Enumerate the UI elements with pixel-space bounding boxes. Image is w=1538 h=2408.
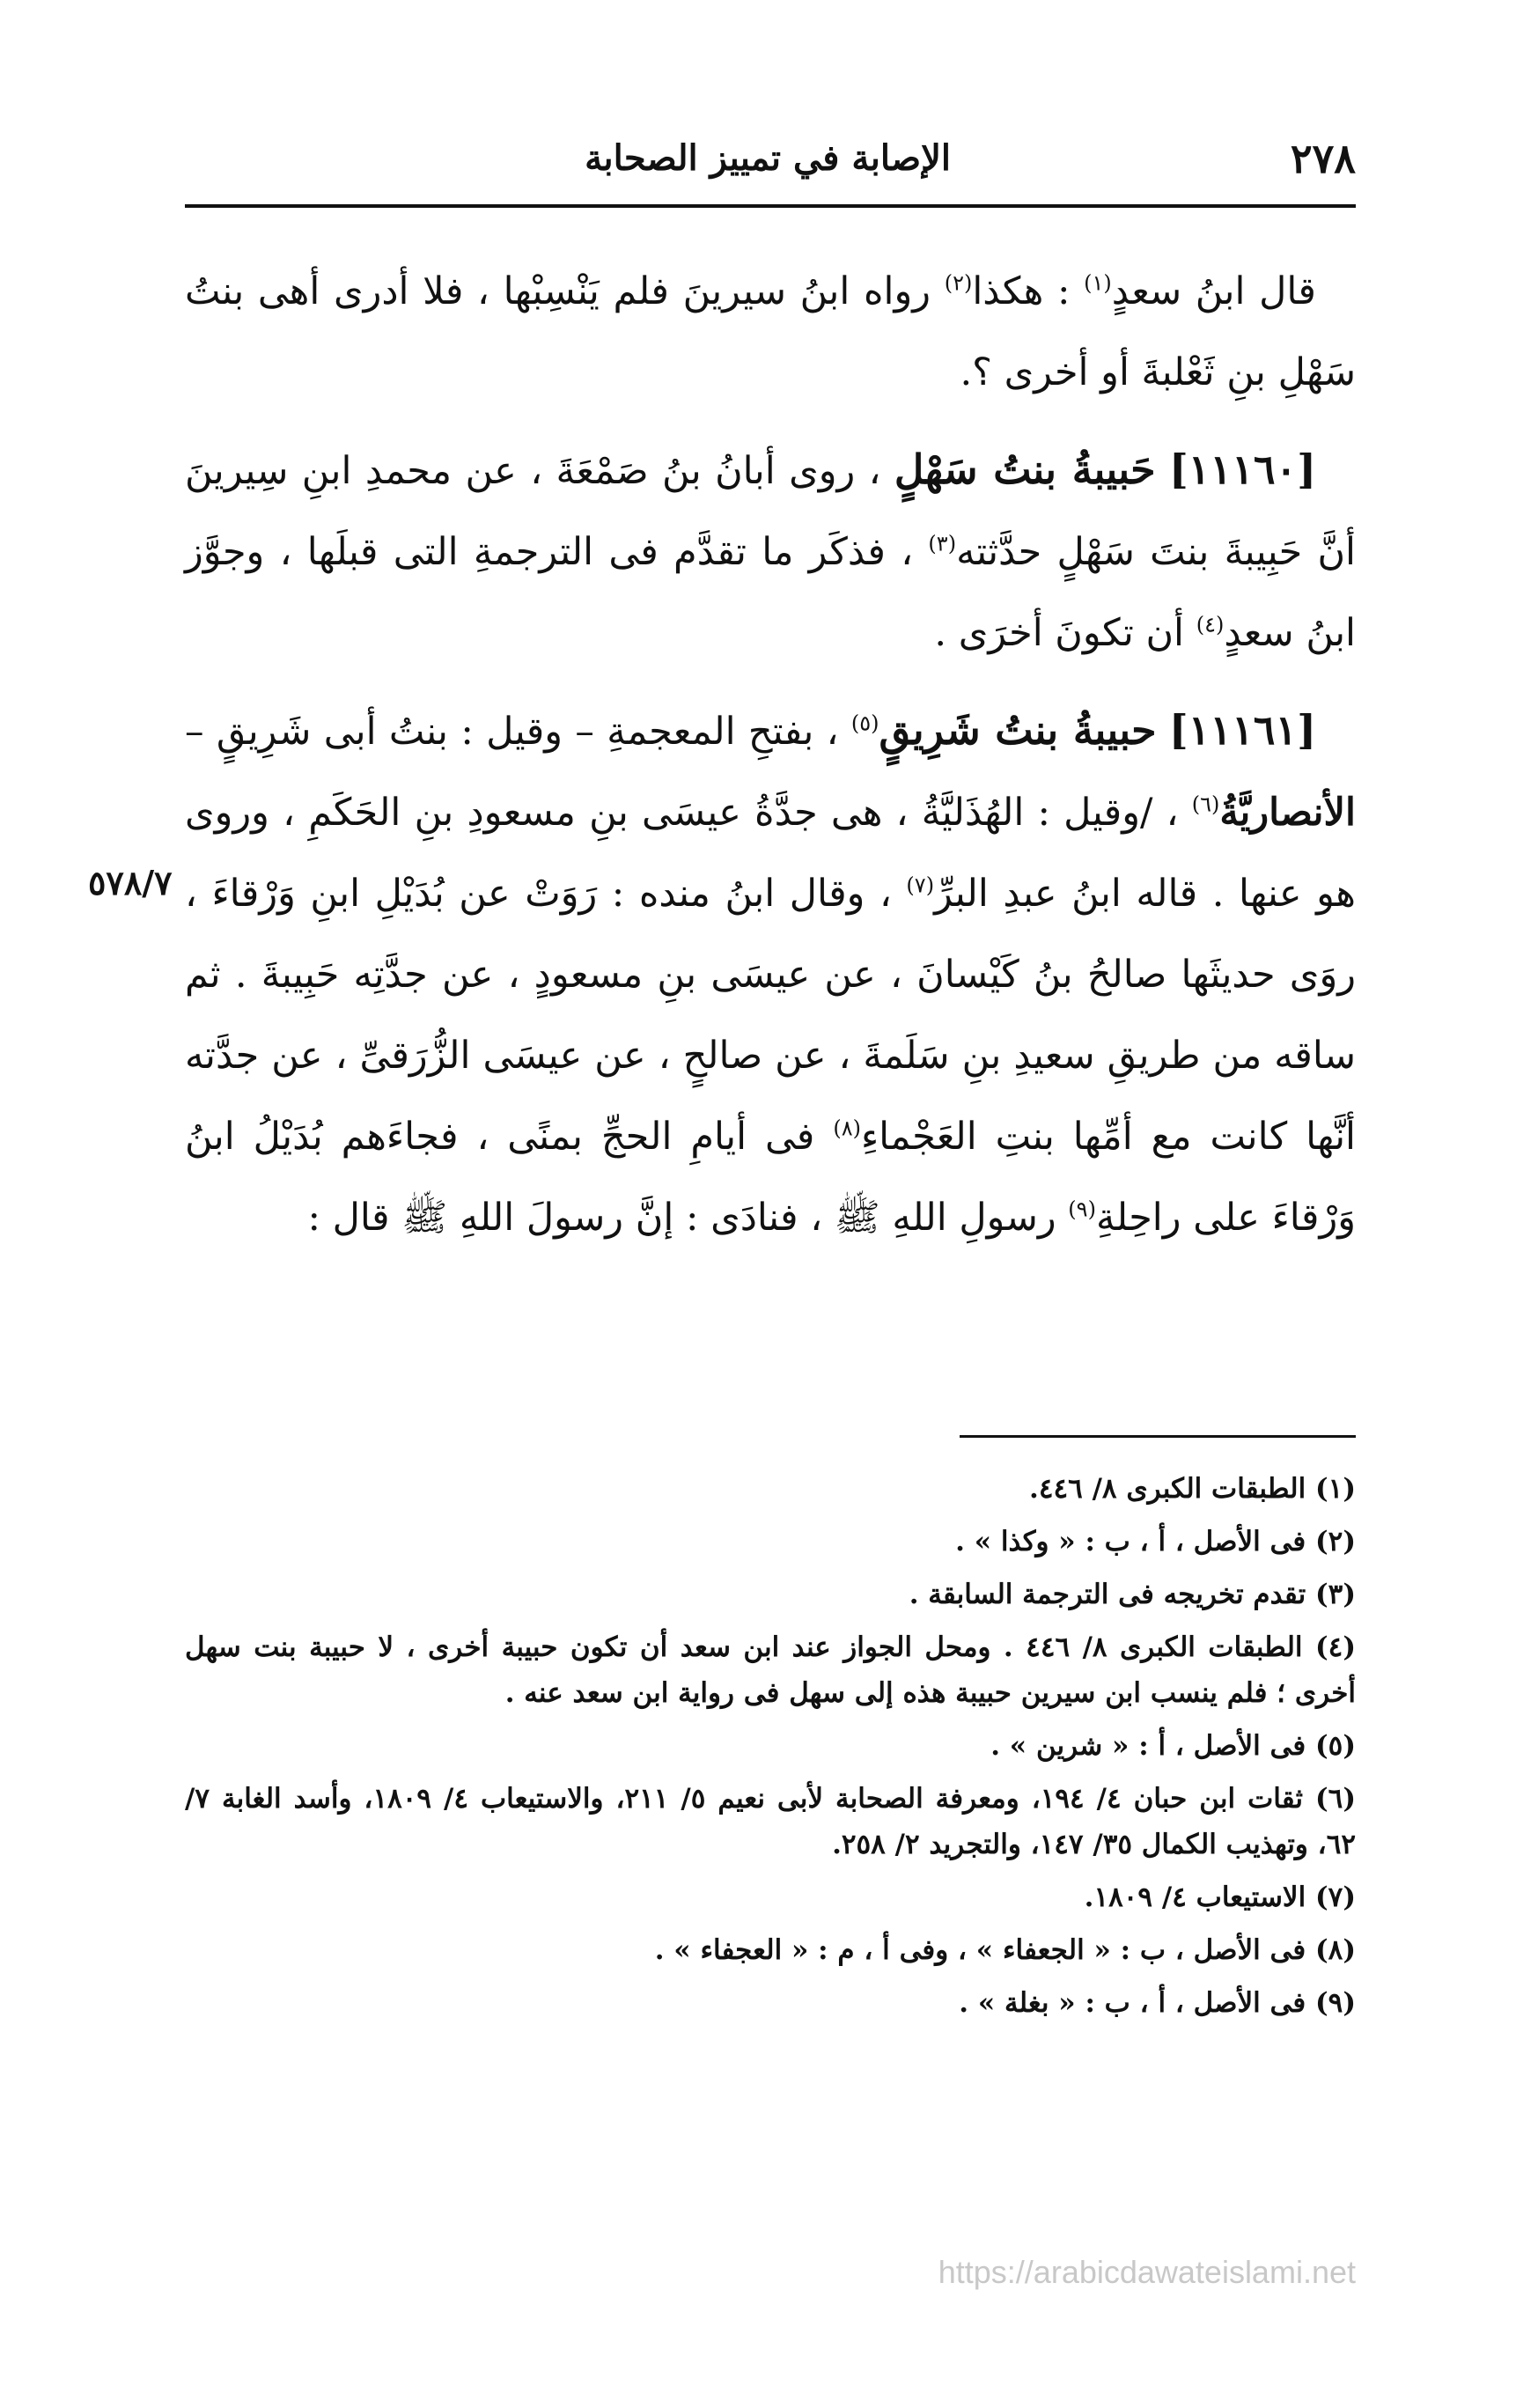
watermark-url: https://arabicdawateislami.net [938,2254,1356,2290]
footnote-6: (٦) ثقات ابن حبان ٤/ ١٩٤، ومعرفة الصحابة لأبى نعيم ٥/ ٢١١، والاستيعاب ٤/ ١٨٠٩، وأسد الغابة ٧/ ٦٢، وتهذيب الكمال ٣٥/ ١٤٧، والتجريد ٢/ ٢٥٨. [185,1783,1356,1860]
entry-name: حبيبةُ بنتُ شَرِيقٍ [879,706,1157,754]
footnote-rule [960,1435,1356,1438]
header-rule [185,204,1356,208]
page-header [185,132,1356,185]
text-segment: رسولِ اللهِ ﷺ ، فنادَى : إنَّ رسولَ اللهِ ﷺ قال : [307,1196,1069,1240]
text-segment: ، روى أبانُ بنُ صَمْعَةَ ، عن محمدِ ابنِ سِيرينَ أنَّ حَبِيبةَ بنتَ سَهْلٍ حدَّثته [185,449,1356,574]
paragraph-1 [185,251,1356,413]
entry-name: حَبيبةُ بنتُ سَهْلٍ [894,446,1156,493]
footnote-2: (٢) فى الأصل ، أ ، ب : « وكذا » . [955,1526,1356,1557]
text-segment: رواه ابنُ سيرينَ فلم يَنْسِبْها ، فلا أدرى أهى بنتُ سَهْلِ بنِ ثَعْلبةَ أو أخرى ؟. [185,269,1356,394]
footnote-ref[interactable]: (٧) [906,873,935,898]
footnote-ref[interactable]: (٣) [928,531,957,556]
text-segment: ، وقال ابنُ منده : رَوَتْ عن بُدَيْلِ ابنِ وَرْقاءَ ، روَى حديثَها صالحُ بنُ كَيْسانَ ، عن عيسَى بنِ مسعودٍ ، عن جدَّتِه حَبِيبةَ . ثم ساقه من طريقِ سعيدِ بنِ سَلَمةَ ، عن صالحٍ ، عن عيسَى الزُّرَقىِّ ، عن جدَّته أنَّها كانت مع أمِّها بنتِ العَجْماءِ [185,872,1356,1159]
text-segment: ، فذكَر ما تقدَّم فى الترجمةِ التى قبلَها ، وجوَّز ابنُ سعدٍ [185,530,1356,655]
entry-number: [١١١٦٠] [1168,446,1317,493]
footnote-5: (٥) فى الأصل ، أ : « شرين » . [990,1730,1356,1762]
text-segment: فى أيامِ الحجِّ بمنًى ، فجاءَهم بُدَيْلُ ابنُ وَرْقاءَ على راحِلةِ [185,1115,1356,1240]
footnote-ref[interactable]: (٩) [1068,1197,1096,1222]
entry-11160 [185,429,1356,674]
text-segment: : هكذا [972,269,1085,313]
footnote-ref[interactable]: (٦) [1191,792,1220,817]
running-title: الإصابة في تمييز الصحابة [585,137,951,179]
footnote-ref[interactable]: (٤) [1196,612,1225,637]
entry-11161 [185,689,1356,1258]
footnote-1: (١) الطبقات الكبرى ٨/ ٤٤٦. [1029,1473,1356,1505]
entry-number: [١١١٦١] [1168,706,1316,754]
text-segment: قال ابنُ سعدٍ [1111,269,1316,313]
main-text [185,251,1356,1258]
footnote-9: (٩) فى الأصل ، أ ، ب : « بغلة » . [959,1987,1356,2019]
nisba-bold: الأنصاريَّةُ [1219,791,1356,835]
footnote-8: (٨) فى الأصل ، ب : « الجعفاء » ، وفى أ ، م : « العجفاء » . [654,1934,1356,1966]
footnote-ref[interactable]: (٥) [850,711,879,736]
footnote-7: (٧) الاستيعاب ٤/ ١٨٠٩. [1084,1881,1356,1913]
page-number: ٢٧٨ [1290,135,1356,182]
footnote-ref[interactable]: (١) [1084,270,1112,296]
footnote-3: (٣) تقدم تخريجه فى الترجمة السابقة . [909,1579,1356,1610]
footnote-ref[interactable]: (٨) [833,1116,861,1141]
text-segment: ، بفتحِ المعجمةِ – وقيل : بنتُ أبى شَرِيقٍ – [185,710,851,754]
footnote-4: (٤) الطبقات الكبرى ٨/ ٤٤٦ . ومحل الجواز عند ابن سعد أن تكون حبيبة أخرى ، لا حبيبة بنت سهل أخرى ؛ فلم ينسب ابن سيرين حبيبة هذه إلى سهل فى رواية ابن سعد عنه . [185,1631,1356,1709]
margin-reference: ٥٧٨/٧ [88,863,173,902]
text-segment: أن تكونَ أخرَى . [934,611,1196,655]
footnotes [185,1466,1356,2026]
text-segment: ، /وقيل : الهُذَليَّةُ ، هى جدَّةُ عيسَى بنِ مسعودِ بنِ الحَكَمِ ، وروى هو عنها . قاله ابنُ عبدِ البرِّ [185,791,1356,916]
footnote-ref[interactable]: (٢) [944,270,973,296]
